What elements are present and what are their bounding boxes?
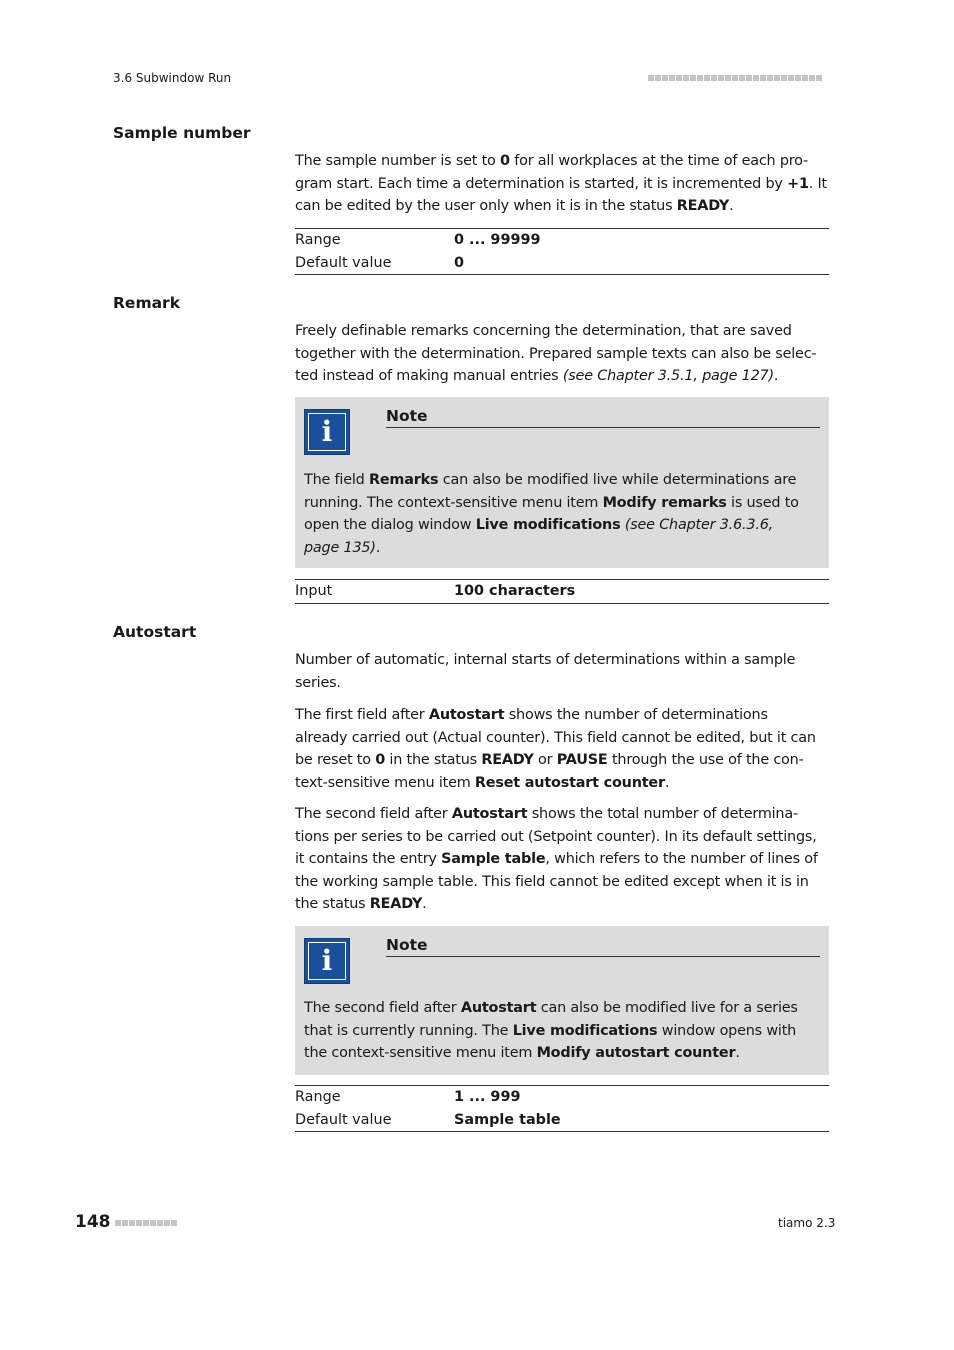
table-row — [295, 1086, 829, 1109]
section-heading-sample-number: Sample number — [113, 124, 251, 142]
autostart-table — [295, 1085, 829, 1132]
sample-number-description: The sample number is set to 0 for all workplaces at the time of each pro- gram start. Each time a determination is started, it is incremented by +1. It can be edited by the user only when it is in the status READY. — [295, 153, 828, 214]
table-label: Range — [295, 1089, 341, 1106]
running-header: 3.6 Subwindow Run — [113, 71, 232, 85]
table-row — [295, 1109, 829, 1132]
note-box-autostart — [295, 926, 829, 1075]
table-value: 0 — [454, 254, 465, 271]
table-label: Default value — [295, 254, 392, 271]
sample-number-table — [295, 228, 829, 275]
table-value: 1 ... 999 — [454, 1089, 521, 1106]
autostart-second-field: The second field after Autostart shows the total number of determina- tions per series to be carried out (Setpoint counter). In its default settings, it contains the entry Sample table, which refers to the number of lines of the working sample table. This field cannot be edited except when it is in the status READY. — [295, 806, 818, 912]
note-text: The second field after Autostart can also be modified live for a series that is currently running. The Live modifications window opens with the context-sensitive menu item Modify autostart counter. — [304, 1000, 798, 1061]
product-name: tiamo 2.3 — [778, 1216, 836, 1230]
note-text: The field Remarks can also be modified live while determinations are running. The context-sensitive menu item Modify remarks is used to open the dialog window Live modifications (see Chapter 3.6.3.6, page 135). — [304, 472, 799, 556]
table-row — [295, 580, 829, 603]
header-decoration — [648, 75, 822, 81]
table-row — [295, 252, 829, 275]
remark-description: Freely definable remarks concerning the determination, that are saved together with the determination. Prepared sample texts can also be selec- ted instead of making manual entries (see Chapter 3.5.1, page 127). — [295, 323, 817, 384]
footer-decoration — [115, 1220, 177, 1226]
info-icon: i — [304, 409, 350, 455]
table-label: Input — [295, 583, 333, 600]
note-box-remark — [295, 397, 829, 568]
note-title: Note — [386, 936, 820, 957]
remark-table — [295, 579, 829, 604]
section-heading-remark: Remark — [113, 294, 181, 312]
autostart-description: Number of automatic, internal starts of determinations within a sample series. — [295, 652, 796, 691]
autostart-first-field: The first field after Autostart shows the number of determinations already carried out (Actual counter). This field cannot be edited, but it can be reset to 0 in the status READY or PAUSE through the use of the con- text-sensitive menu item Reset autostart counter. — [295, 707, 816, 791]
table-value: 0 ... 99999 — [454, 232, 541, 249]
info-icon: i — [304, 938, 350, 984]
table-value: 100 characters — [454, 583, 576, 600]
note-title: Note — [386, 407, 820, 428]
table-label: Default value — [295, 1111, 392, 1128]
table-row — [295, 229, 829, 252]
page-number: 148 — [75, 1212, 111, 1232]
table-value: Sample table — [454, 1111, 561, 1128]
table-label: Range — [295, 232, 341, 249]
section-heading-autostart: Autostart — [113, 623, 197, 641]
